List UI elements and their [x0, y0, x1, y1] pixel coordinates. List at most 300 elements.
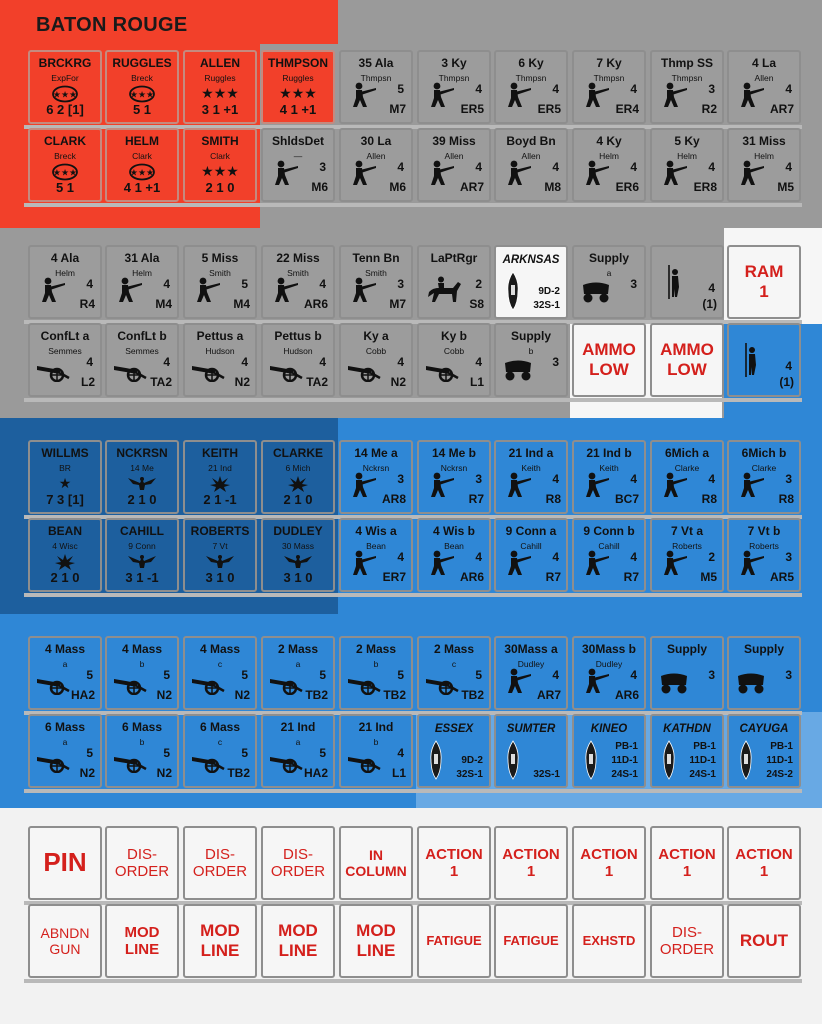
marker-counter[interactable]: [261, 826, 335, 900]
unit-code: TB2: [383, 688, 406, 702]
infantry-icon: [580, 549, 610, 582]
marker-line: EXHSTD: [582, 932, 636, 948]
marker-counter[interactable]: [105, 826, 179, 900]
unit-counter[interactable]: [339, 323, 413, 397]
infantry-icon: [502, 81, 532, 114]
unit-parent: Smith: [365, 268, 387, 278]
marker-line: 1: [604, 863, 614, 880]
unit-counter[interactable]: [727, 50, 801, 124]
infantry-icon: [658, 471, 688, 504]
unit-counter[interactable]: [261, 128, 335, 202]
unit-counter[interactable]: [494, 636, 568, 710]
unit-strength: 3: [475, 472, 482, 486]
unit-counter[interactable]: [339, 714, 413, 788]
marker-counter[interactable]: [572, 904, 646, 978]
unit-counter[interactable]: [183, 714, 257, 788]
unit-name: 21 Ind: [358, 720, 394, 734]
unit-name: Supply: [588, 251, 629, 265]
row-divider: [24, 203, 802, 207]
unit-parent: a: [62, 659, 68, 669]
infantry-icon: [580, 81, 610, 114]
unit-counter[interactable]: [339, 245, 413, 319]
unit-name: 7 Vt b: [747, 524, 781, 538]
unit-counter[interactable]: [572, 636, 646, 710]
unit-counter[interactable]: [183, 245, 257, 319]
marker-lines: [583, 934, 636, 949]
unit-parent: b: [373, 659, 379, 669]
commander-counter[interactable]: [183, 50, 257, 124]
marker-lines: [40, 925, 89, 957]
marker-counter[interactable]: [183, 904, 257, 978]
unit-name: 4 Mass: [121, 642, 163, 656]
commander-name: NCKRSN: [116, 446, 168, 460]
unit-parent: a: [606, 268, 612, 278]
marker-lines: [345, 847, 406, 879]
unit-counter[interactable]: [494, 128, 568, 202]
marker-text: [185, 828, 255, 898]
unit-counter[interactable]: [727, 636, 801, 710]
commander-stats: 5 1: [132, 102, 152, 117]
commander-name: DUDLEY: [273, 524, 323, 538]
unit-counter[interactable]: [572, 245, 646, 319]
ship-counter[interactable]: [494, 245, 568, 319]
unit-parent: Hudson: [283, 346, 313, 356]
marker-text: [574, 325, 644, 395]
unit-code: N2: [390, 375, 406, 389]
infantry-icon: [425, 549, 455, 582]
ship-rating: 11D-1: [611, 755, 638, 766]
commander-counter[interactable]: [261, 440, 335, 514]
infantry-icon: [658, 81, 688, 114]
unit-parent: Roberts: [672, 541, 702, 551]
marker-lines: [660, 340, 714, 379]
leader-counter[interactable]: [727, 323, 801, 397]
unit-counter[interactable]: [339, 636, 413, 710]
unit-strength: 5: [397, 82, 404, 96]
marker-lines: [193, 846, 247, 881]
marker-text: [574, 828, 644, 898]
unit-counter[interactable]: [339, 50, 413, 124]
marker-lines: [582, 340, 636, 379]
ship-rating: 24S-1: [611, 769, 638, 780]
unit-name: Supply: [743, 642, 784, 656]
unit-counter[interactable]: [417, 128, 491, 202]
cannon-icon: [347, 360, 381, 387]
ship-icon: [739, 740, 753, 785]
unit-name: 4 Ala: [50, 251, 80, 265]
marker-line: ORDER: [114, 863, 170, 880]
commander-counter[interactable]: [105, 50, 179, 124]
marker-counter[interactable]: [494, 904, 568, 978]
marker-counter[interactable]: [28, 904, 102, 978]
unit-parent: Helm: [55, 268, 75, 278]
marker-line: ORDER: [192, 863, 248, 880]
unit-code: R7: [545, 570, 561, 584]
unit-name: 6Mich a: [664, 446, 709, 460]
unit-name: 6 Mass: [44, 720, 86, 734]
unit-code: R8: [545, 492, 561, 506]
unit-name: 21 Ind b: [586, 446, 632, 460]
unit-counter[interactable]: [650, 128, 724, 202]
commander-stats: 3 1 0: [205, 570, 235, 585]
unit-counter[interactable]: [105, 323, 179, 397]
unit-code: R8: [778, 492, 794, 506]
infantry-icon: [502, 667, 532, 700]
unit-name: 5 Miss: [201, 251, 239, 265]
unit-counter[interactable]: [650, 518, 724, 592]
commander-stats: 6 2 [1]: [46, 102, 84, 117]
ship-name: ARKNSAS: [502, 254, 560, 266]
marker-counter[interactable]: [28, 826, 102, 900]
row-divider: [24, 979, 802, 983]
commander-parent: 4 Wisc: [52, 541, 78, 551]
unit-counter[interactable]: [650, 440, 724, 514]
unit-strength: 5: [241, 668, 248, 682]
unit-parent: Thmpsn: [360, 73, 392, 83]
marker-counter[interactable]: [417, 904, 491, 978]
unit-counter[interactable]: [572, 50, 646, 124]
unit-parent: Clarke: [751, 463, 777, 473]
unit-parent: a: [295, 737, 301, 747]
marker-line: AMMO: [582, 340, 636, 360]
cannon-icon: [113, 673, 147, 700]
unit-counter[interactable]: [28, 245, 102, 319]
marker-line: MOD: [356, 921, 396, 941]
unit-code: L2: [80, 375, 95, 389]
row-divider: [24, 789, 802, 793]
ship-icon: [584, 740, 598, 785]
unit-parent: Hudson: [205, 346, 235, 356]
unit-counter[interactable]: [28, 323, 102, 397]
unit-code: ER4: [615, 102, 639, 116]
marker-counter[interactable]: [183, 826, 257, 900]
unit-code: S8: [469, 297, 484, 311]
marker-counter[interactable]: [572, 323, 646, 397]
ship-icon: [506, 271, 520, 316]
cannon-icon: [36, 360, 70, 387]
commander-counter[interactable]: [105, 518, 179, 592]
unit-code: N2: [156, 688, 172, 702]
unit-counter[interactable]: [28, 714, 102, 788]
unit-code: R7: [623, 570, 639, 584]
marker-lines: [740, 931, 788, 951]
marker-counter[interactable]: [650, 826, 724, 900]
unit-counter[interactable]: [28, 636, 102, 710]
unit-parent: Keith: [521, 463, 541, 473]
cannon-icon: [425, 360, 459, 387]
unit-strength: 3: [319, 160, 326, 174]
marker-line: LOW: [667, 360, 707, 379]
commander-counter[interactable]: [183, 440, 257, 514]
unit-strength: 4: [708, 281, 715, 295]
unit-code: M5: [700, 570, 717, 584]
commander-parent: ExpFor: [51, 73, 79, 83]
unit-strength: 3: [552, 355, 559, 369]
unit-code: R4: [79, 297, 95, 311]
unit-name: 7 Ky: [596, 56, 622, 70]
unit-parent: b: [373, 737, 379, 747]
marker-text: [496, 906, 566, 976]
unit-strength: 4: [552, 82, 559, 96]
ship-counter[interactable]: [417, 714, 491, 788]
commander-counter[interactable]: [261, 518, 335, 592]
marker-counter[interactable]: [417, 826, 491, 900]
unit-parent: Cahill: [598, 541, 620, 551]
marker-counter[interactable]: [494, 826, 568, 900]
commander-counter[interactable]: [28, 50, 102, 124]
commander-counter[interactable]: [105, 128, 179, 202]
unit-strength: 4: [630, 550, 637, 564]
unit-strength: 4: [475, 82, 482, 96]
marker-text: [652, 906, 722, 976]
unit-code: AR6: [303, 297, 328, 311]
marker-counter[interactable]: [650, 323, 724, 397]
commander-parent: BR: [59, 463, 71, 473]
unit-name: Tenn Bn: [352, 251, 400, 265]
marker-line: MOD: [278, 921, 318, 941]
ship-name: CAYUGA: [739, 723, 789, 735]
unit-counter[interactable]: [572, 518, 646, 592]
unit-name: Thmp SS: [660, 56, 713, 70]
marker-text: [574, 906, 644, 976]
unit-parent: Clarke: [674, 463, 700, 473]
unit-strength: 5: [86, 746, 93, 760]
unit-code: AR6: [614, 688, 639, 702]
marker-line: PIN: [43, 847, 87, 878]
unit-counter[interactable]: [650, 50, 724, 124]
leader-counter[interactable]: [650, 245, 724, 319]
unit-counter[interactable]: [494, 440, 568, 514]
unit-code: ER6: [615, 180, 639, 194]
marker-counter[interactable]: [727, 826, 801, 900]
ship-rating: 32S-1: [533, 300, 560, 311]
unit-parent: Bean: [366, 541, 386, 551]
unit-name: 30Mass a: [504, 642, 558, 656]
unit-counter[interactable]: [105, 245, 179, 319]
marker-counter[interactable]: [261, 904, 335, 978]
commander-parent: Breck: [131, 73, 153, 83]
unit-counter[interactable]: [261, 323, 335, 397]
commander-name: ALLEN: [200, 56, 240, 70]
unit-strength: 4: [163, 277, 170, 291]
svg-text:★: ★: [58, 476, 72, 491]
commander-name: BEAN: [47, 524, 82, 538]
infantry-icon: [347, 276, 377, 309]
infantry-icon: [580, 471, 610, 504]
unit-strength: 4: [708, 160, 715, 174]
unit-counter[interactable]: [417, 636, 491, 710]
marker-counter[interactable]: [105, 904, 179, 978]
infantry-icon: [425, 81, 455, 114]
unit-counter[interactable]: [417, 323, 491, 397]
unit-parent: Smith: [209, 268, 231, 278]
cannon-icon: [269, 751, 303, 778]
unit-counter[interactable]: [183, 636, 257, 710]
unit-counter[interactable]: [339, 440, 413, 514]
unit-code: TB2: [305, 688, 328, 702]
marker-line: 1: [759, 282, 769, 301]
unit-strength: 5: [241, 746, 248, 760]
unit-strength: 4: [241, 355, 248, 369]
infantry-icon: [113, 276, 143, 309]
marker-line: COLUMN: [345, 863, 407, 879]
commander-counter[interactable]: [28, 440, 102, 514]
marker-line: ABNDN: [40, 924, 90, 941]
marker-lines: [502, 846, 560, 881]
unit-counter[interactable]: [417, 50, 491, 124]
unit-name: Pettus b: [274, 329, 322, 343]
commander-stats: 3 1 -1: [125, 570, 159, 585]
unit-counter[interactable]: [339, 518, 413, 592]
marker-lines: [115, 846, 169, 881]
ship-rating: PB-1: [615, 741, 638, 752]
unit-name: ConfLt a: [40, 329, 90, 343]
unit-code: ER8: [693, 180, 717, 194]
unit-parent: Allen: [444, 151, 464, 161]
unit-counter[interactable]: [261, 714, 335, 788]
unit-name: Ky b: [440, 329, 467, 343]
unit-counter[interactable]: [494, 50, 568, 124]
marker-line: LINE: [356, 941, 396, 960]
unit-counter[interactable]: [494, 518, 568, 592]
unit-counter[interactable]: [417, 518, 491, 592]
unit-parent: Helm: [132, 268, 152, 278]
commander-counter[interactable]: [28, 518, 102, 592]
unit-counter[interactable]: [417, 440, 491, 514]
commander-counter[interactable]: [183, 128, 257, 202]
unit-name: 21 Ind: [280, 720, 316, 734]
unit-counter[interactable]: [727, 518, 801, 592]
infantry-icon: [502, 159, 532, 192]
ship-counter[interactable]: [727, 714, 801, 788]
unit-code: M6: [311, 180, 328, 194]
marker-counter[interactable]: [339, 904, 413, 978]
unit-counter[interactable]: [572, 440, 646, 514]
commander-name: BRCKRG: [38, 56, 92, 70]
unit-counter[interactable]: [105, 714, 179, 788]
unit-counter[interactable]: [339, 128, 413, 202]
unit-strength: 3: [397, 472, 404, 486]
unit-counter[interactable]: [261, 245, 335, 319]
marker-counter[interactable]: [727, 245, 801, 319]
unit-name: 39 Miss: [432, 134, 476, 148]
marker-line: RAM: [744, 262, 784, 282]
commander-counter[interactable]: [183, 518, 257, 592]
marker-line: ORDER: [659, 941, 715, 958]
marker-lines: [125, 924, 160, 959]
marker-lines: [580, 846, 638, 881]
marker-text: [185, 906, 255, 976]
marker-lines: [356, 921, 396, 960]
unit-counter[interactable]: [183, 323, 257, 397]
unit-code: M7: [389, 102, 406, 116]
unit-strength: 3: [785, 668, 792, 682]
cannon-icon: [425, 673, 459, 700]
ship-icon: [429, 740, 443, 785]
unit-parent: Allen: [754, 73, 774, 83]
marker-counter[interactable]: [727, 904, 801, 978]
unit-name: 22 Miss: [276, 251, 320, 265]
unit-counter[interactable]: [727, 440, 801, 514]
commander-stats: 4 1 +1: [123, 180, 161, 195]
unit-code: AR7: [459, 180, 484, 194]
commander-stats: 2 1 -1: [203, 492, 237, 507]
marker-line: GUN: [49, 941, 81, 957]
unit-strength: 4: [630, 160, 637, 174]
unit-counter[interactable]: [261, 636, 335, 710]
unit-counter[interactable]: [572, 128, 646, 202]
commander-parent: 7 Vt: [212, 541, 228, 551]
unit-parent: c: [217, 737, 223, 747]
marker-text: [419, 906, 489, 976]
unit-name: 5 Ky: [674, 134, 700, 148]
unit-parent: Helm: [754, 151, 774, 161]
commander-counter[interactable]: [261, 50, 335, 124]
ship-counter[interactable]: [494, 714, 568, 788]
marker-lines: [200, 921, 240, 960]
commander-parent: 30 Mass: [281, 541, 315, 551]
commander-counter[interactable]: [105, 440, 179, 514]
ship-rating: 9D-2: [538, 286, 560, 297]
unit-name: 9 Conn b: [583, 524, 635, 538]
unit-parent: Cahill: [520, 541, 542, 551]
ship-rating: 11D-1: [766, 755, 793, 766]
unit-name: 2 Mass: [277, 642, 319, 656]
unit-parent: Dudley: [595, 659, 623, 669]
unit-parent: a: [62, 737, 68, 747]
unit-strength: 4: [475, 160, 482, 174]
unit-counter[interactable]: [494, 323, 568, 397]
marker-line: LINE: [278, 941, 318, 960]
unit-parent: Dudley: [517, 659, 545, 669]
marker-counter[interactable]: [339, 826, 413, 900]
marker-line: IN: [369, 846, 383, 863]
marker-line: 1: [449, 863, 459, 880]
cannon-icon: [113, 751, 147, 778]
commander-stats: 2 1 0: [50, 570, 80, 585]
commander-counter[interactable]: [28, 128, 102, 202]
infantry-icon: [191, 276, 221, 309]
ship-counter[interactable]: [650, 714, 724, 788]
marker-text: [652, 828, 722, 898]
unit-parent: Nckrsn: [362, 463, 390, 473]
unit-code: (1): [702, 297, 717, 311]
unit-counter[interactable]: [105, 636, 179, 710]
unit-name: 14 Me a: [354, 446, 398, 460]
unit-name: 35 Ala: [358, 56, 394, 70]
commander-name: WILLMS: [41, 446, 89, 460]
marker-line: MOD: [200, 921, 240, 941]
unit-strength: 4: [552, 160, 559, 174]
wagon-icon: [502, 360, 534, 387]
ship-counter[interactable]: [572, 714, 646, 788]
unit-name: Boyd Bn: [506, 134, 556, 148]
marker-text: [107, 906, 177, 976]
marker-text: [341, 828, 411, 898]
unit-code: AR7: [769, 102, 794, 116]
marker-counter[interactable]: [650, 904, 724, 978]
unit-counter[interactable]: [650, 636, 724, 710]
unit-code: (1): [779, 375, 794, 389]
marker-counter[interactable]: [572, 826, 646, 900]
commander-stats: 5 1: [55, 180, 75, 195]
unit-counter[interactable]: [727, 128, 801, 202]
marker-line: LINE: [124, 941, 160, 958]
unit-strength: 4: [552, 668, 559, 682]
commander-stats: 3 1 0: [283, 570, 313, 585]
unit-counter[interactable]: [417, 245, 491, 319]
unit-strength: 5: [163, 746, 170, 760]
